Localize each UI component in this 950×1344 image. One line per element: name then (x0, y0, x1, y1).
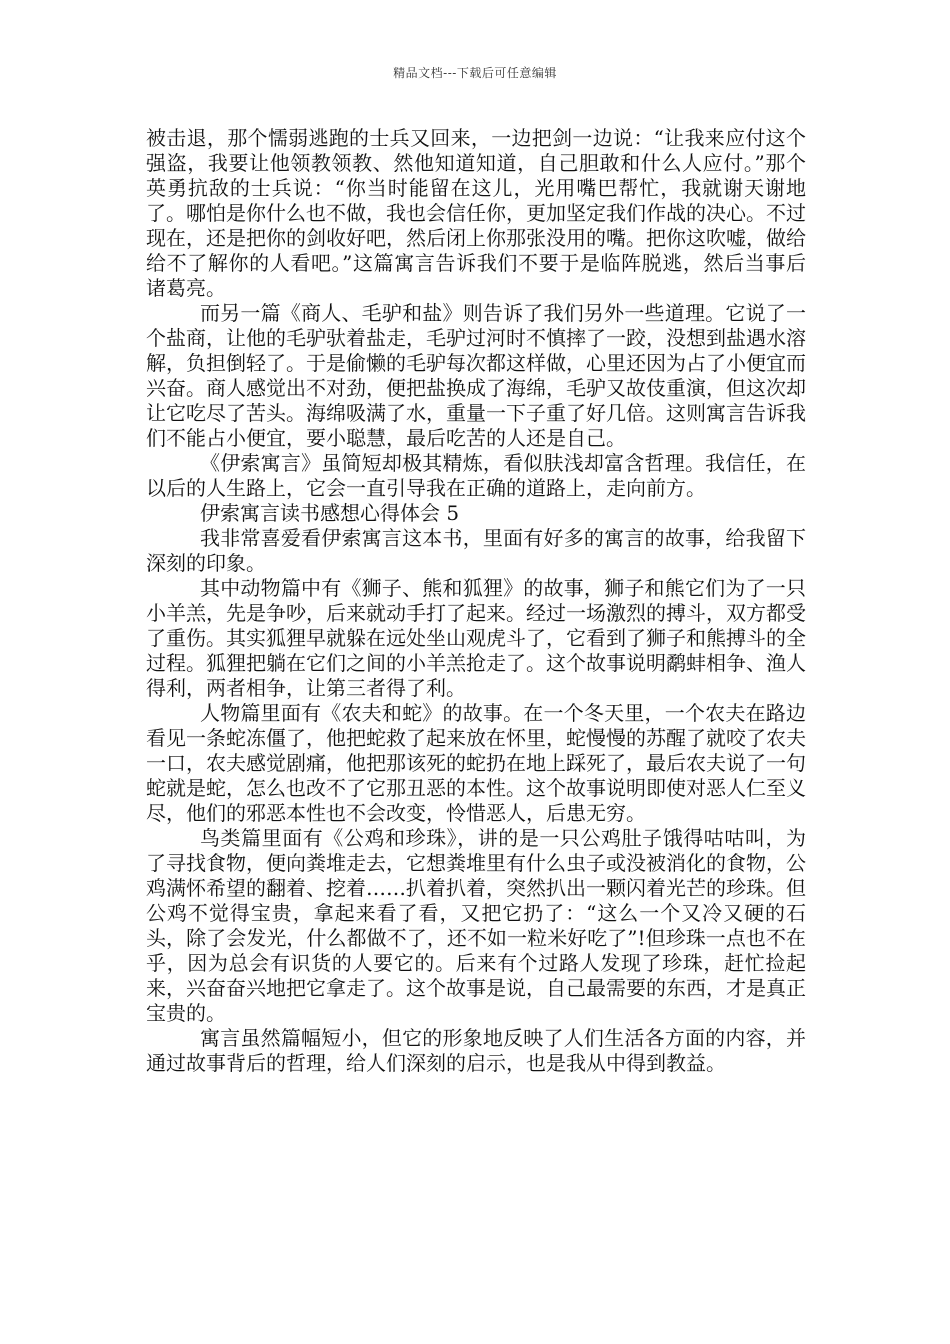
paragraph-7: 鸟类篇里面有《公鸡和珍珠》，讲的是一只公鸡肚子饿得咕咕叫，为了寻找食物，便向粪堆走去，它想粪堆里有什么虫子或没被消化的食物，公鸡满怀希望的翻着、挖着……扒着扒着，突然扒出一颗闪着光芒的珍珠。但公鸡不觉得宝贵，拿起来看了看，又把它扔了：“这么一个又冷又硬的石头，除了会发光，什么都做不了，还不如一粒米好吃了”!但珍珠一点也不在乎，因为总会有识货的人要它的。后来有个过路人发现了珍珠，赶忙捡起来，兴奋奋兴地把它拿走了。这个故事是说，自己最需要的东西，才是真正宝贵的。 (146, 826, 806, 1025)
paragraph-6: 人物篇里面有《农夫和蛇》的故事。在一个冬天里，一个农夫在路边看见一条蛇冻僵了，他把蛇救了起来放在怀里，蛇慢慢的苏醒了就咬了农夫一口，农夫感觉剧痛，他把那该死的蛇扔在地上踩死了，最后农夫说了一句蛇就是蛇，怎么也改不了它那丑恶的本性。这个故事说明即使对恶人仁至义尽，他们的邪恶本性也不会改变，怜惜恶人，后患无穷。 (146, 701, 806, 825)
paragraph-5: 其中动物篇中有《狮子、熊和狐狸》的故事，狮子和熊它们为了一只小羊羔，先是争吵，后来就动手打了起来。经过一场激烈的搏斗，双方都受了重伤。其实狐狸早就躲在远处坐山观虎斗了，它看到了狮子和熊搏斗的全过程。狐狸把躺在它们之间的小羊羔抢走了。这个故事说明鹬蚌相争、渔人得利，两者相争，让第三者得了利。 (146, 576, 806, 700)
paragraph-1: 被击退，那个懦弱逃跑的士兵又回来，一边把剑一边说：“让我来应付这个强盗，我要让他领教领教、然他知道知道，自己胆敢和什么人应付。”那个英勇抗敌的士兵说：“你当时能留在这儿，光用嘴巴帮忙，我就谢天谢地了。哪怕是你什么也不做，我也会信任你，更加坚定我们作战的决心。不过现在，还是把你的剑收好吧，然后闭上你那张没用的嘴。把你这吹嘘，做给给不了解你的人看吧。”这篇寓言告诉我们不要于是临阵脱逃，然后当事后诸葛亮。 (146, 126, 806, 300)
paragraph-4: 我非常喜爱看伊索寓言这本书，里面有好多的寓言的故事，给我留下深刻的印象。 (146, 526, 806, 575)
section-heading: 伊索寓言读书感想心得体会 5 (200, 501, 460, 525)
paragraph-2: 而另一篇《商人、毛驴和盐》则告诉了我们另外一些道理。它说了一个盐商，让他的毛驴驮着盐走，毛驴过河时不慎摔了一跤，没想到盐遇水溶解，负担倒轻了。于是偷懒的毛驴每次都这样做，心里还因为占了小便宜而兴奋。商人感觉出不对劲，便把盐换成了海绵，毛驴又故伎重演，但这次却让它吃尽了苦头。海绵吸满了水，重量一下子重了好几倍。这则寓言告诉我们不能占小便宜，要小聪慧，最后吃苦的人还是自己。 (146, 301, 806, 450)
paragraph-3: 《伊索寓言》虽简短却极其精炼，看似肤浅却富含哲理。我信任，在以后的人生路上，它会一直引导我在正确的道路上，走向前方。 (146, 451, 806, 500)
document-body (146, 126, 806, 1076)
paragraph-8: 寓言虽然篇幅短小，但它的形象地反映了人们生活各方面的内容，并通过故事背后的哲理，给人们深刻的启示，也是我从中得到教益。 (146, 1026, 806, 1075)
page-header: 精品文档---下载后可任意编辑 (393, 66, 557, 80)
